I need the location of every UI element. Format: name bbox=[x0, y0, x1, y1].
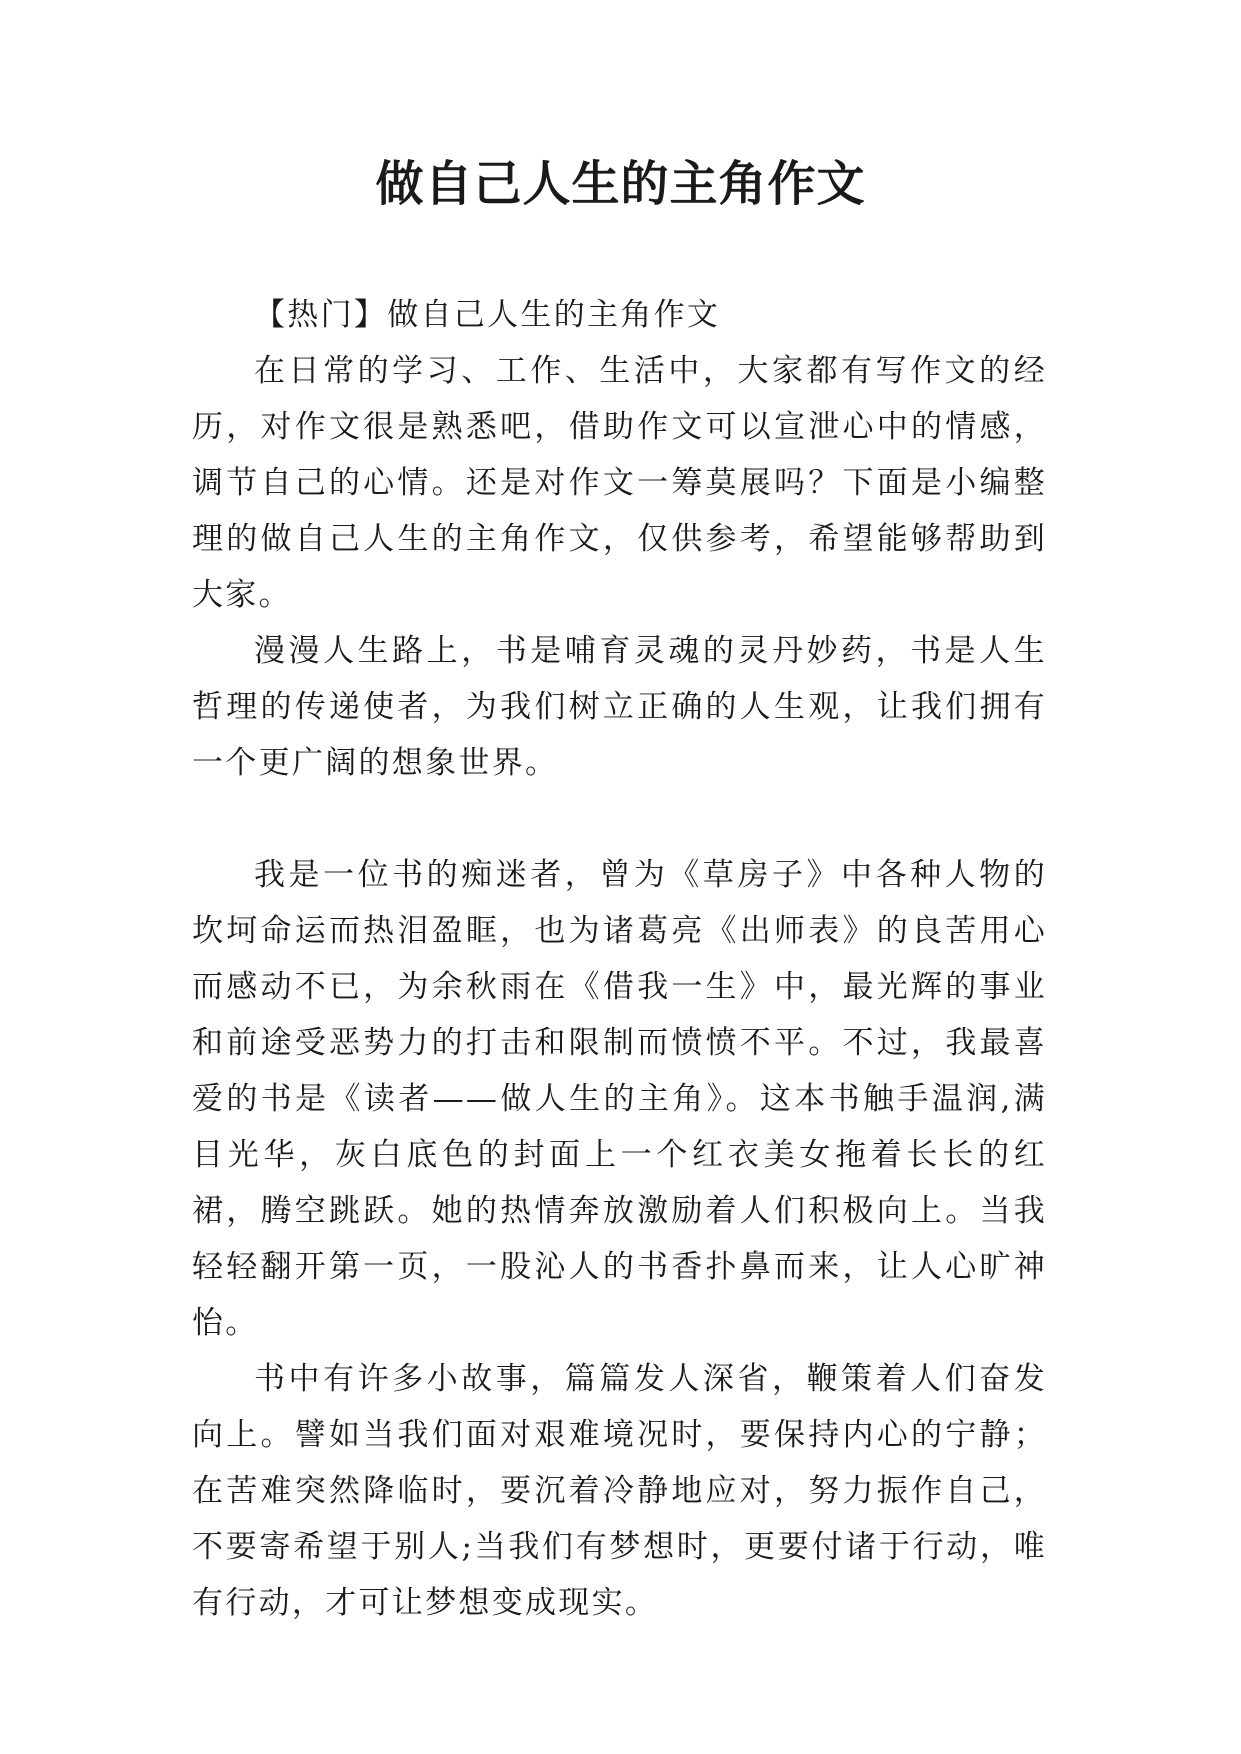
paragraph-intro: 在日常的学习、工作、生活中，大家都有写作文的经历，对作文很是熟悉吧，借助作文可以宣泄心中的情感，调节自己的心情。还是对作文一筹莫展吗？下面是小编整理的做自己人生的主角作文，仅供参考，希望能够帮助到大家。 bbox=[192, 353, 1047, 613]
document-body bbox=[192, 287, 1047, 1631]
paragraph-heading: 【热门】做自己人生的主角作文 bbox=[254, 297, 721, 333]
paragraph-life-road: 漫漫人生路上，书是哺育灵魂的灵丹妙药，书是人生哲理的传递使者，为我们树立正确的人生观，让我们拥有一个更广阔的想象世界。 bbox=[192, 633, 1047, 781]
paragraph-stories: 书中有许多小故事，篇篇发人深省，鞭策着人们奋发向上。譬如当我们面对艰难境况时，要保持内心的宁静；在苦难突然降临时，要沉着冷静地应对，努力振作自己，不要寄希望于别人;当我们有梦想时，更要付诸于行动，唯有行动，才可让梦想变成现实。 bbox=[192, 1361, 1047, 1621]
paragraph-book-lover: 我是一位书的痴迷者，曾为《草房子》中各种人物的坎坷命运而热泪盈眶，也为诸葛亮《出师表》的良苦用心而感动不已，为余秋雨在《借我一生》中，最光辉的事业和前途受恶势力的打击和限制而愤愤不平。不过，我最喜爱的书是《读者——做人生的主角》。这本书触手温润,满目光华，灰白底色的封面上一个红衣美女拖着长长的红裙，腾空跳跃。她的热情奔放激励着人们积极向上。当我轻轻翻开第一页，一股沁人的书香扑鼻而来，让人心旷神怡。 bbox=[192, 857, 1047, 1341]
document-title: 做自己人生的主角作文 bbox=[375, 156, 866, 212]
